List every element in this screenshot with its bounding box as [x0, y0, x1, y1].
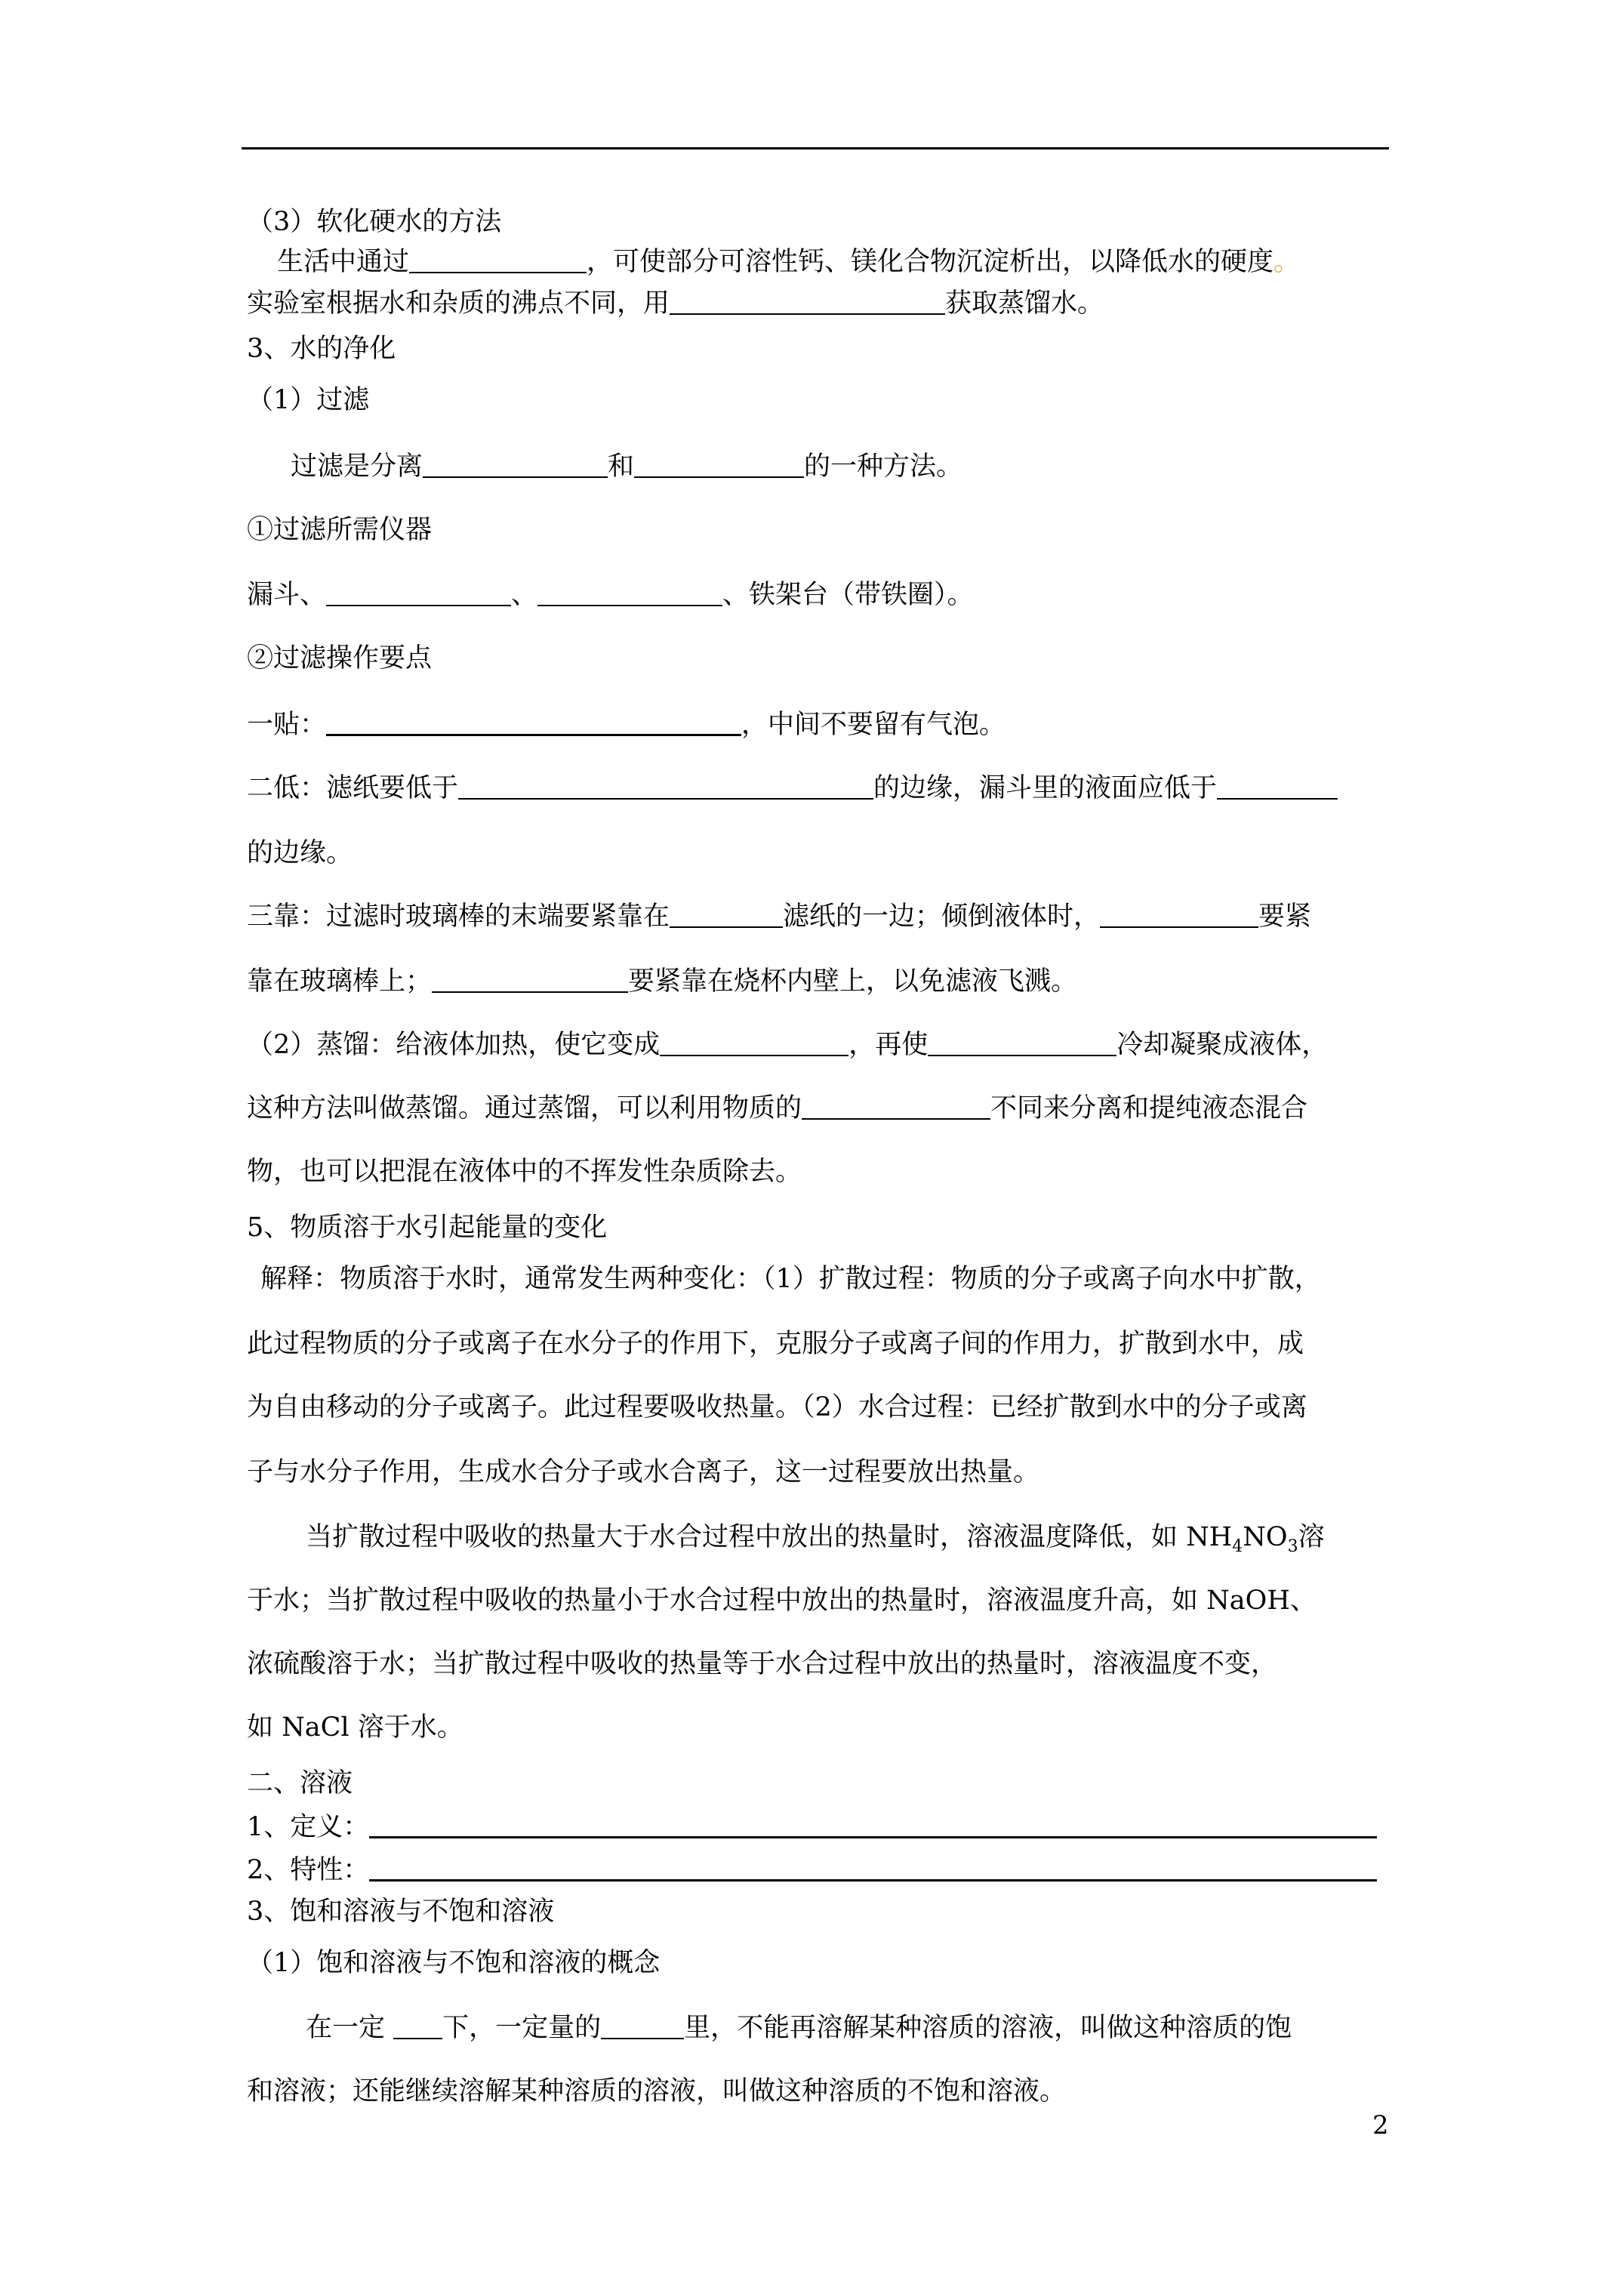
- line-distillation-end: 物，也可以把混在液体中的不挥发性杂质除去。: [247, 1157, 802, 1187]
- blank-instrument-1[interactable]: [326, 581, 511, 606]
- marker-dot: 。: [1273, 247, 1301, 277]
- line-instruments: 漏斗、 、 、铁架台（带铁圈）。: [247, 580, 974, 610]
- section-solution: 二、溶液: [247, 1768, 353, 1798]
- line-lab-distill: 实验室根据水和杂质的沸点不同，用 获取蒸馏水。: [247, 288, 1104, 319]
- para-heat-1: 当扩散过程中吸收的热量大于水合过程中放出的热量时，溶液温度降低，如 $NH_4NO_3$溶: [306, 1522, 1325, 1556]
- para-explain-3: 为自由移动的分子或离子。此过程要吸收热量。（2）水合过程：已经扩散到水中的分子或离: [247, 1392, 1307, 1422]
- blank-saturated-a[interactable]: [393, 2014, 442, 2039]
- para-explain-1: 解释：物质溶于水时，通常发生两种变化：（1）扩散过程：物质的分子或离子向水中扩散，: [260, 1264, 1321, 1294]
- blank-one-stick[interactable]: [326, 710, 741, 736]
- blank-distill-a[interactable]: [660, 1031, 848, 1056]
- line-one-stick: 一贴： ，中间不要留有气泡。: [247, 710, 1006, 740]
- para-explain-4: 子与水分子作用，生成水合分子或水合离子，这一过程要放出热量。: [247, 1457, 1040, 1487]
- blank-three-lean-b[interactable]: [1100, 902, 1258, 928]
- subsection-saturated-concept: （1）饱和溶液与不饱和溶液的概念: [247, 1948, 661, 1978]
- line-instruments-title: ①过滤所需仪器: [247, 515, 433, 545]
- para-heat-2: 于水；当扩散过程中吸收的热量小于水合过程中放出的热量时，溶液温度升高，如 NaOH、: [247, 1586, 1317, 1616]
- subsection-filtration: （1）过滤: [247, 385, 370, 415]
- line-two-low: 二低：滤纸要低于 的边缘，漏斗里的液面应低于: [247, 772, 1338, 805]
- line-saturated-def-cont: 和溶液；还能继续溶解某种溶质的溶液，叫做这种溶质的不饱和溶液。: [247, 2076, 1067, 2106]
- blank-lab-method[interactable]: [670, 289, 945, 315]
- header-rule: [242, 147, 1389, 149]
- line-softening-title: （3）软化硬水的方法: [247, 207, 502, 237]
- blank-life-method[interactable]: [409, 248, 587, 273]
- blank-instrument-2[interactable]: [537, 581, 722, 606]
- blank-two-low-a[interactable]: [458, 774, 873, 800]
- line-distillation-cont: 这种方法叫做蒸馏。通过蒸馏，可以利用物质的 不同来分离和提纯液态混合: [247, 1093, 1308, 1123]
- para-heat-4: 如 NaCl 溶于水。: [247, 1712, 463, 1743]
- line-three-lean-cont: 靠在玻璃棒上； 要紧靠在烧杯内壁上，以免滤液飞溅。: [247, 966, 1078, 997]
- section-saturated: 3、饱和溶液与不饱和溶液: [247, 1897, 555, 1927]
- blank-distill-c[interactable]: [802, 1094, 990, 1120]
- line-operation-title: ②过滤操作要点: [247, 643, 433, 673]
- line-life-softening: 生活中通过 ，可使部分可溶性钙、镁化合物沉淀析出，以降低水的硬度。: [277, 247, 1301, 277]
- line-distillation: （2）蒸馏：给液体加热，使它变成 ，再使 冷却凝聚成液体，: [247, 1030, 1329, 1060]
- para-explain-2: 此过程物质的分子或离子在水分子的作用下，克服分子或离子间的作用力，扩散到水中，成: [247, 1329, 1304, 1359]
- line-saturated-def: 在一定 下，一定量的 里，不能再溶解某种溶质的溶液，叫做这种溶质的饱: [306, 2013, 1292, 2043]
- blank-three-lean-a[interactable]: [670, 902, 783, 928]
- line-property: 2、特性：: [247, 1854, 1377, 1887]
- blank-definition[interactable]: [369, 1812, 1377, 1838]
- blank-property[interactable]: [369, 1855, 1377, 1881]
- blank-three-lean-c[interactable]: [432, 967, 628, 993]
- line-two-low-cont: 的边缘。: [247, 838, 353, 868]
- line-three-lean: 三靠：过滤时玻璃棒的末端要紧靠在 滤纸的一边；倾倒液体时， 要紧: [247, 901, 1312, 932]
- blank-filtration-b[interactable]: [634, 452, 804, 478]
- blank-filtration-a[interactable]: [423, 452, 608, 478]
- line-filtration-def: 过滤是分离 和 的一种方法。: [291, 451, 963, 482]
- page-number: 2: [1372, 2110, 1389, 2140]
- blank-saturated-b[interactable]: [601, 2014, 684, 2039]
- blank-two-low-b[interactable]: [1217, 774, 1338, 800]
- section-energy-change: 5、物质溶于水引起能量的变化: [247, 1213, 608, 1243]
- blank-distill-b[interactable]: [928, 1031, 1116, 1056]
- section-water-purification: 3、水的净化: [247, 334, 396, 364]
- para-heat-3: 浓硫酸溶于水；当扩散过程中吸收的热量等于水合过程中放出的热量时，溶液温度不变，: [247, 1649, 1278, 1679]
- line-definition: 1、定义：: [247, 1811, 1377, 1844]
